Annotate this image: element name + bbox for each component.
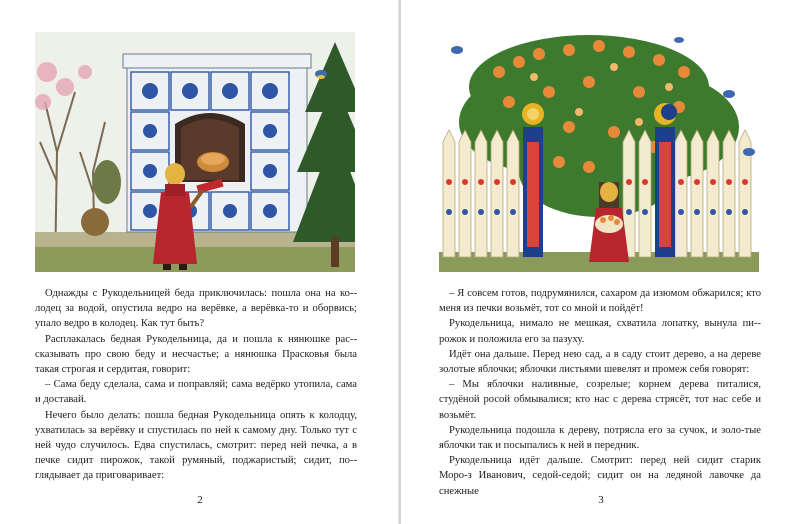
paragraph: Однажды с Рукодельницей беда приключилась: пошла она на ко-лодец за водой, опустила ведро на верёвке, а верёвка-то и оборвись; упало ведро в колодец. Как тут быть? (35, 288, 357, 330)
paragraph: Рукодельница идёт дальше. Смотрит: перед ней сидит старик Моро-з Иванович, седой-седой; сидит он на ледяной лавочке да снежные (439, 455, 761, 497)
right-page-text (439, 286, 761, 499)
paragraph: Идёт она дальше. Перед нею сад, а в саду стоит дерево, а на дереве золотые яблочки; яблочки листьями шевелят и промеж себя говорят: (439, 348, 761, 376)
paragraph: Рукодельница подошла к дереву, потрясла его за сучок, и золо-тые яблочки так и посыпались к ней в передник. (439, 424, 761, 452)
paragraph: Расплакалась бедная Рукодельница, да и пошла к нянюшке рас-сказывать про свою беду и несчастье; а нянюшка Прасковья была такая строгая и сердитая, говорит: (35, 333, 357, 376)
paragraph: – Сама беду сделала, сама и поправляй; сама ведёрко утопила, сама и доставай. (35, 379, 357, 406)
left-page-text (35, 286, 357, 484)
right-page (401, 0, 800, 524)
page-number: 2 (197, 494, 203, 506)
paragraph: Рукодельница, нимало не мешкая, схватила лопатку, вынула пи-рожок и положила его за пазуху. (439, 318, 761, 345)
page-number: 3 (598, 494, 604, 506)
paragraph: Нечего было делать: пошла бедная Рукодельница опять к колодцу, ухватилась за верёвку и спустилась по ней к самому дну. Только тут с ней чудо случилось. Едва спустилась, смотрит: перед ней печка, а в печке сидит пирожок, такой румяный, поджаристый; сидит, по-глядывает да приговаривает: (35, 409, 357, 482)
illustration-stove-scene (35, 32, 355, 272)
left-page (0, 0, 399, 524)
paragraph: – Я совсем готов, подрумянился, сахаром да изюмом обжарился; кто меня из печки возьмёт, тот со мной и пойдёт! (439, 288, 761, 315)
paragraph: – Мы яблочки наливные, созрелые; корнем дерева питалися, студёной росой обмывалися; кто нас с дерева стрясёт, тот нас себе и возьмёт. (439, 379, 761, 421)
illustration-apple-tree-fence (439, 32, 759, 272)
